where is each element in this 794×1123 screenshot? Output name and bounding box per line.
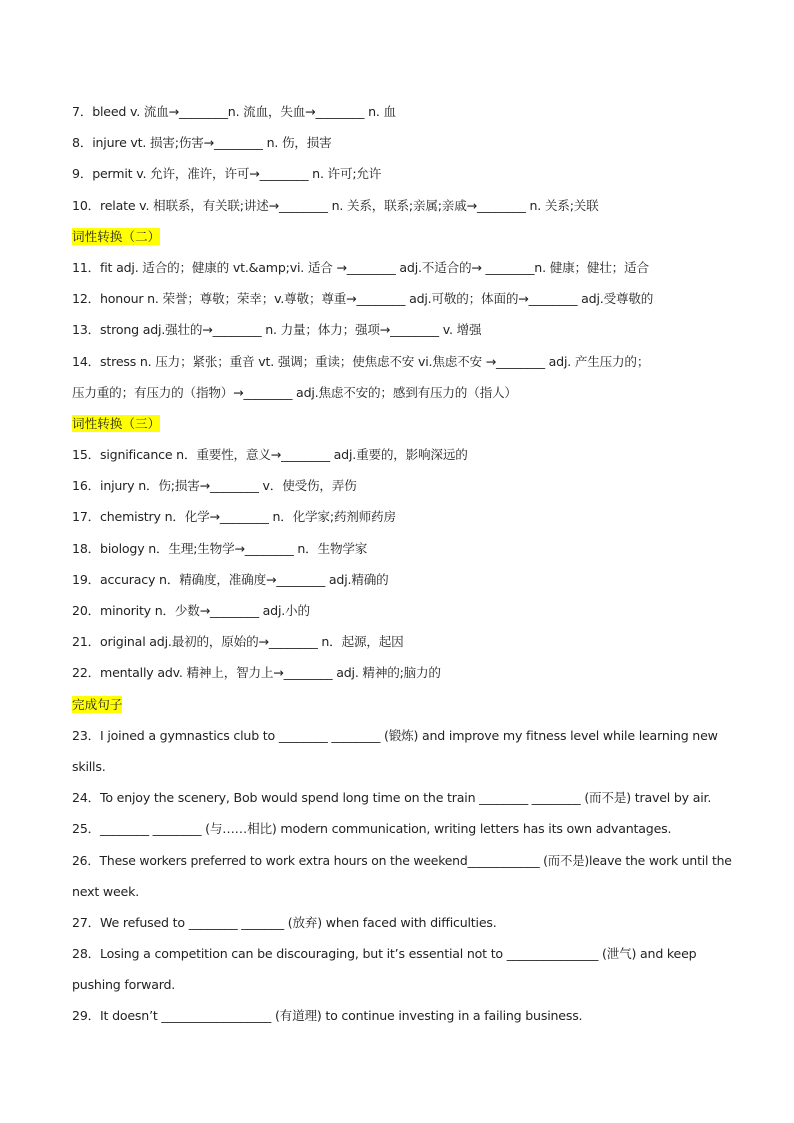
item-23: 23．I joined a gymnastics club to ________ ________ (锻炼) and improve my fitness level while learning new — [72, 727, 718, 743]
item-13: 13．strong adj.强壮的→________ n. 力量；体力；强项→________ v. 增强 — [72, 322, 482, 338]
item-22: 22．mentally adv. 精神上，智力上→________ adj. 精神的;脑力的 — [72, 665, 441, 681]
item-11: 11．fit adj. 适合的；健康的 vt.&amp;vi. 适合 →________ adj.不适合的→ ________n. 健康；健壮；适合 — [72, 259, 649, 275]
item-26: 26．These workers preferred to work extra hours on the weekend____________ (而不是)leave the work until the — [72, 852, 732, 868]
item-24: 24．To enjoy the scenery, Bob would spend long time on the train ________ ________ (而不是) travel by air. — [72, 790, 712, 806]
item-10: 10．relate v. 相联系，有关联;讲述→________ n. 关系，联系;亲属;亲戚→________ n. 关系;关联 — [72, 197, 599, 213]
item-28-cont: pushing forward. — [72, 977, 176, 993]
section-heading-sentences: 完成句子 — [72, 696, 123, 712]
item-27: 27．We refused to ________ _______ (放弃) when faced with difficulties. — [72, 914, 497, 930]
item-20: 20．minority n．少数→________ adj.小的 — [72, 603, 310, 618]
worksheet-page — [72, 96, 732, 1032]
item-26-cont: next week. — [72, 883, 139, 899]
item-15: 15．significance n．重要性，意义→________ adj.重要的，影响深远的 — [72, 447, 468, 463]
item-28: 28．Losing a competition can be discouraging, but it’s essential not to _______________ (泄气) and keep — [72, 946, 697, 962]
item-29: 29．It doesn’t __________________ (有道理) to continue investing in a failing business. — [72, 1008, 583, 1024]
item-16: 16．injury n．伤;损害→________ v．使受伤，弄伤 — [72, 478, 357, 494]
item-9: 9．permit v. 允许，准许，许可→________ n. 许可;允许 — [72, 166, 382, 182]
item-21: 21．original adj.最初的，原始的→________ n．起源，起因 — [72, 634, 404, 650]
item-25: 25．________ ________ (与……相比) modern communication, writing letters has its own advantages. — [72, 821, 672, 837]
item-8: 8．injure vt. 损害;伤害→________ n. 伤，损害 — [72, 135, 332, 151]
item-19: 19．accuracy n．精确度，准确度→________ adj.精确的 — [72, 571, 389, 587]
item-12: 12．honour n. 荣誉；尊敬；荣幸；v.尊敬；尊重→________ adj.可敬的；体面的→________ adj.受尊敬的 — [72, 291, 654, 307]
item-18: 18．biology n．生理;生物学→________ n．生物学家 — [72, 540, 368, 556]
item-17: 17．chemistry n．化学→________ n．化学家;药剂师药房 — [72, 509, 396, 525]
section-heading-2: 词性转换（二） — [72, 228, 161, 244]
item-14: 14．stress n. 压力；紧张；重音 vt. 强调；重读；使焦虑不安 vi.焦虑不安 →________ adj. 产生压力的； — [72, 353, 650, 369]
item-7: 7．bleed v. 流血→________n. 流血，失血→________ n. 血 — [72, 104, 396, 119]
item-23-cont: skills. — [72, 758, 106, 774]
section-heading-3: 词性转换（三） — [72, 415, 161, 431]
item-14-cont: 压力重的；有压力的（指物）→________ adj.焦虑不安的；感到有压力的（指人） — [72, 384, 517, 400]
